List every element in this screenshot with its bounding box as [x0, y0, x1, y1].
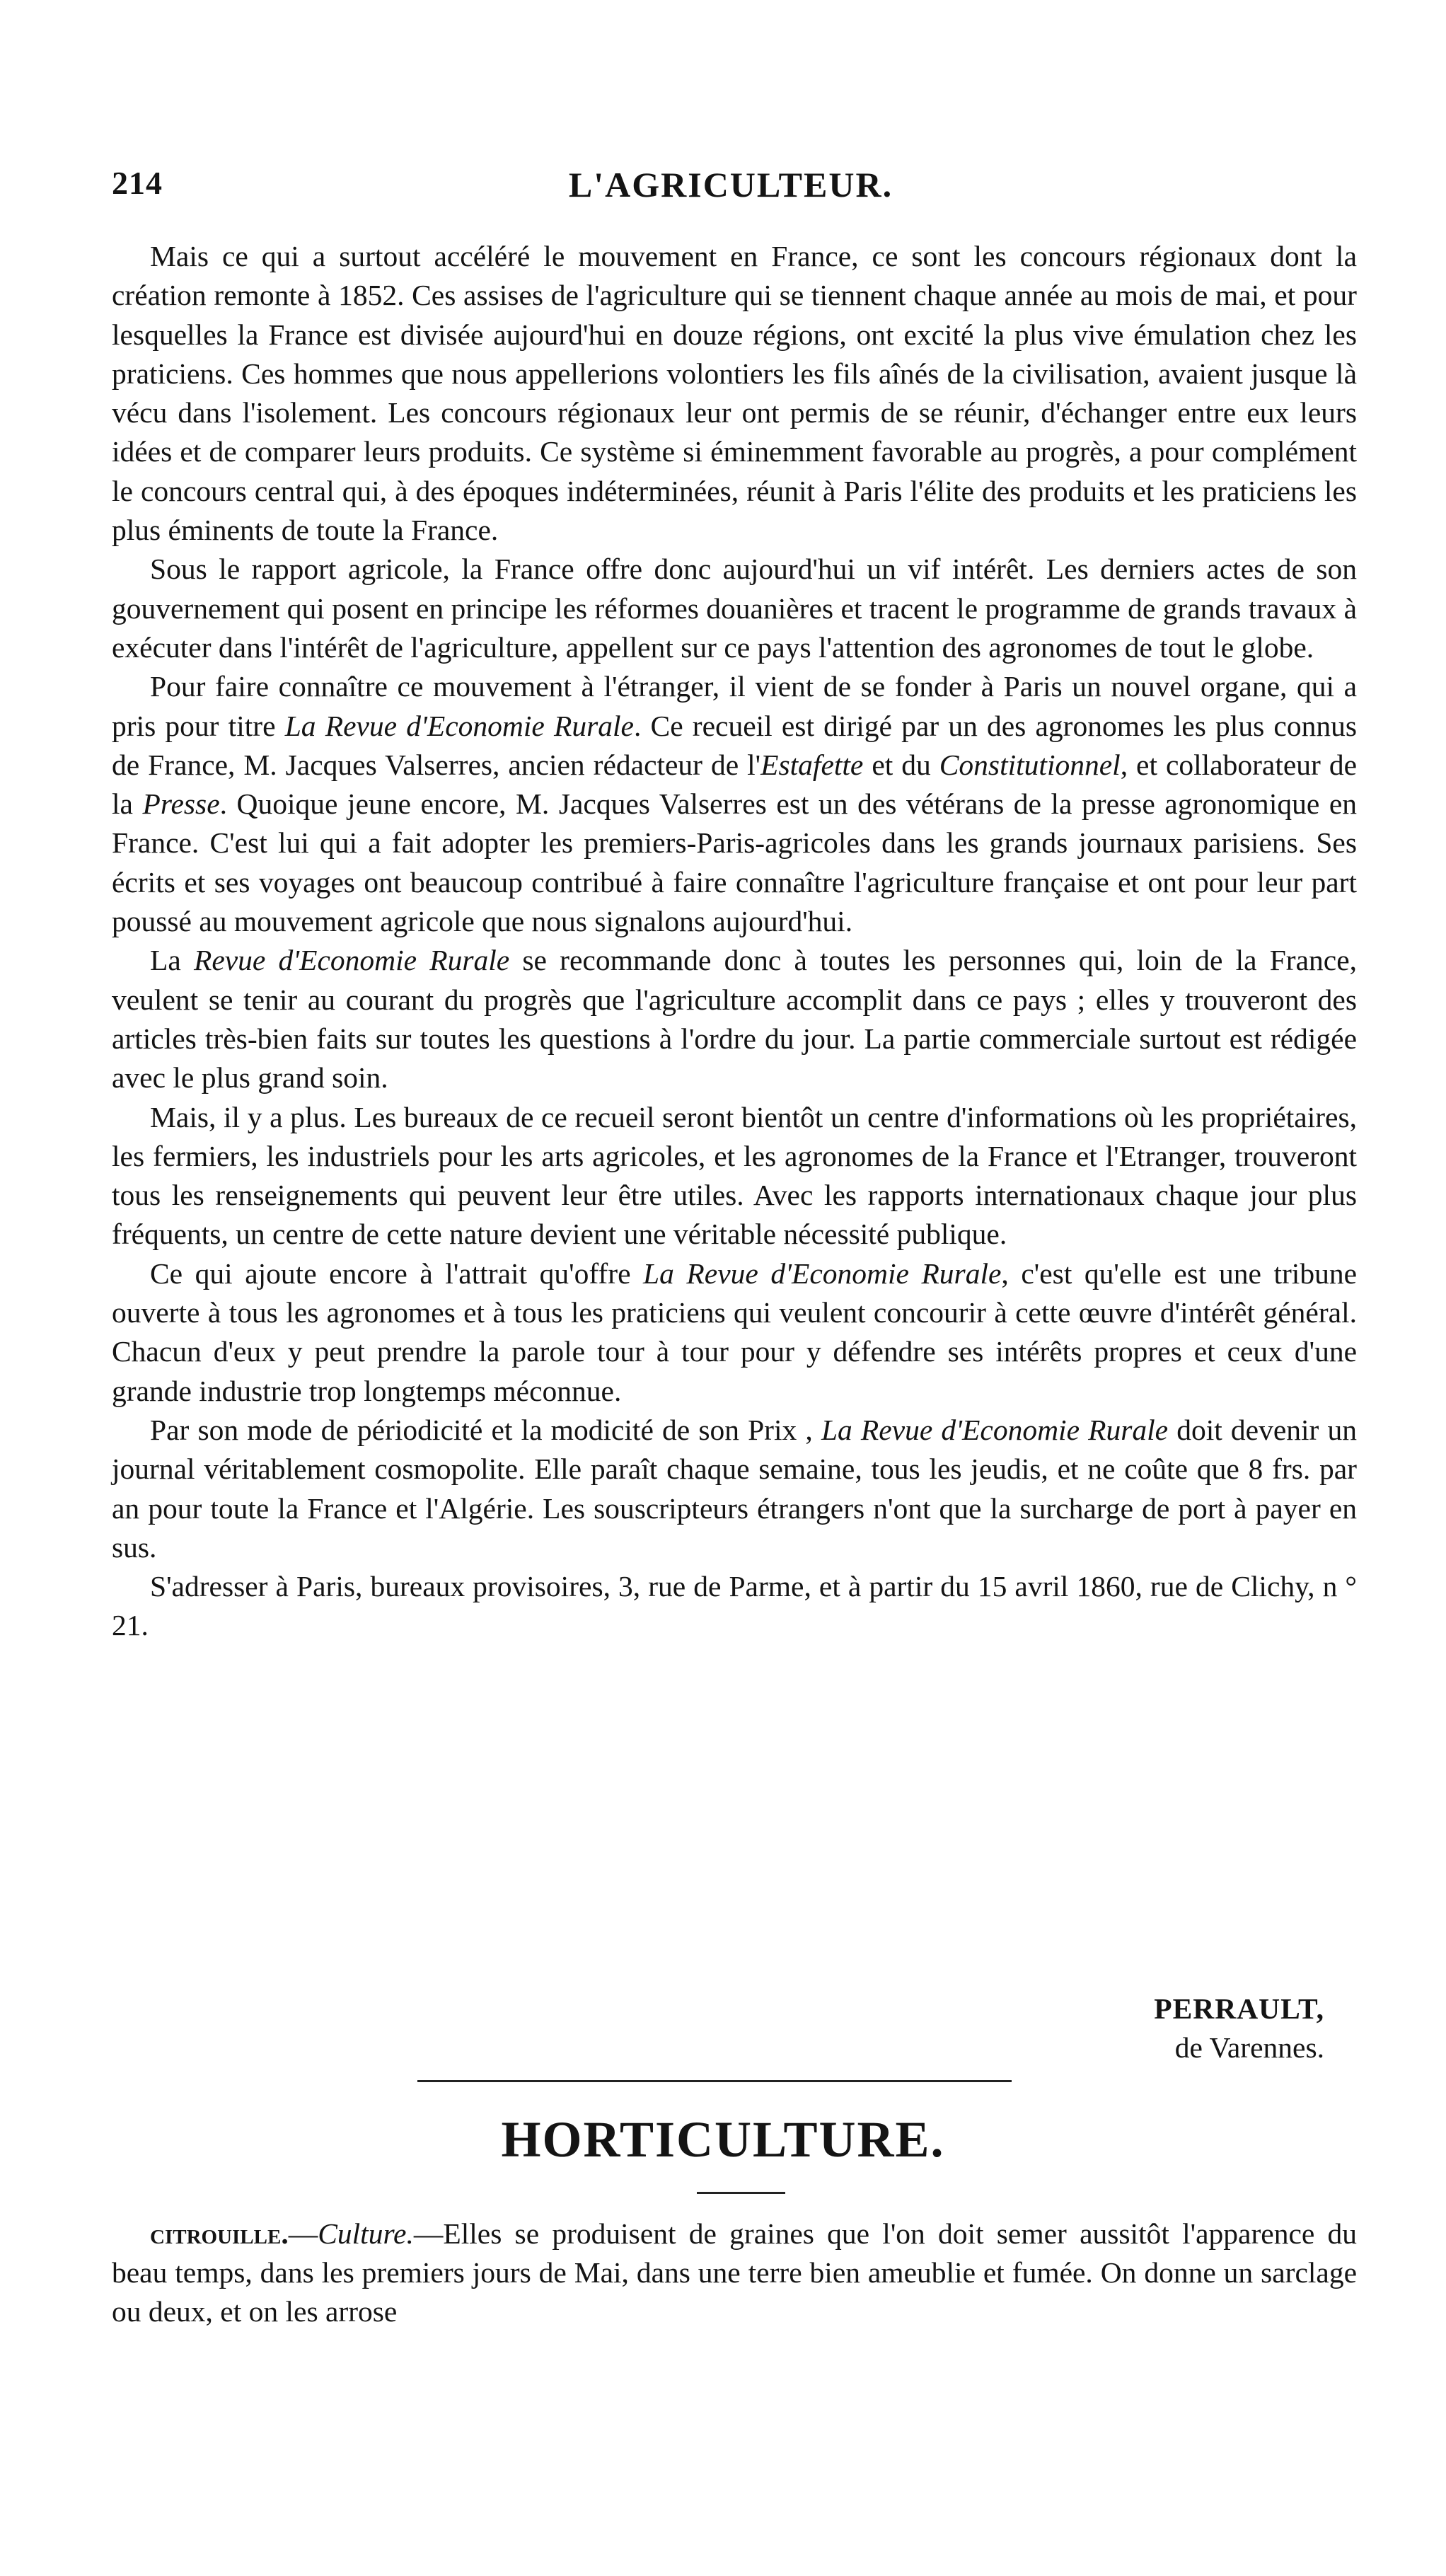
- author-name: PERRAULT,: [1154, 1992, 1324, 2025]
- paragraph: [112, 1254, 1357, 1411]
- publication-title: Presse: [142, 787, 220, 821]
- paragraph: [112, 667, 1357, 941]
- publication-title: La Revue d'Economie Rurale: [821, 1413, 1169, 1446]
- entry-dash: —: [413, 2217, 444, 2250]
- section-divider: [417, 2080, 1012, 2082]
- section-heading: HORTICULTURE.: [501, 2111, 945, 2168]
- heading-underline: [697, 2192, 785, 2194]
- section-body: [112, 2214, 1357, 2331]
- paragraph-text: Pour faire connaître ce mouvement à l'étranger, il vient de se fonder à Paris un nouvel organe, qui a pris pour titre: [112, 670, 1357, 742]
- paragraph-text: et du: [863, 748, 939, 781]
- paragraph-text: se recommande donc à toutes les personnes qui, loin de la France, veulent se tenir au courant du progrès que l'agriculture accomplit dans ce pays ; elles y trouveront des articles très-bien faits sur toutes les questions à l'ordre du jour. La partie commerciale surtout est rédigée avec le plus grand soin.: [112, 944, 1357, 1094]
- paragraph: [112, 941, 1357, 1097]
- paragraph-text: , et collaborateur de la: [112, 748, 1358, 821]
- entry-text: Elles se produisent de graines que l'on doit semer aussitôt l'apparence du beau temps, dans les premiers jours de Mai, dans une terre bien ameublie et fumée. On donne un sarclage ou deux, et on les arrose: [112, 2217, 1357, 2328]
- publication-title: La Revue d'Economie Rurale: [284, 709, 634, 742]
- paragraph-text: . Quoique jeune encore, M. Jacques Valserres est un des vétérans de la presse agronomique en France. C'est lui qui a fait adopter les premiers-Paris-agricoles dans les grands journaux parisiens. Ses écrits et ses voyages ont beaucoup contribué à faire connaître l'agriculture française et ont pour leur part poussé au mouvement agricole que nous signalons aujourd'hui.: [112, 787, 1357, 938]
- entry-subject: Culture.: [318, 2217, 414, 2250]
- paragraph-text: La: [150, 944, 194, 977]
- paragraph: Sous le rapport agricole, la France offre donc aujourd'hui un vif intérêt. Les derniers actes de son gouvernement qui posent en principe les réformes douanières et tracent le programme de grands travaux à exécuter dans l'intérêt de l'agriculture, appellent sur ce pays l'attention des agronomes de tout le globe.: [112, 553, 1357, 664]
- entry-paragraph: [112, 2214, 1357, 2331]
- paragraph-text: doit devenir un journal véritablement cosmopolite. Elle paraît chaque semaine, tous les jeudis, et ne coûte que 8 frs. par an pour toute la France et l'Algérie. Les souscripteurs étrangers n'ont que la surcharge de port à payer en sus.: [112, 1413, 1357, 1564]
- paragraph: S'adresser à Paris, bureaux provisoires, 3, rue de Parme, et à partir du 15 avril 1860, rue de Clichy, n ° 21.: [112, 1570, 1357, 1642]
- publication-title: Revue d'Economie Rurale: [193, 944, 510, 977]
- paragraph: Mais, il y a plus. Les bureaux de ce recueil seront bientôt un centre d'informations où les propriétaires, les fermiers, les industriels pour les arts agricoles, et les agronomes de la France et l'Etranger, trouveront tous les renseignements qui peuvent leur être utiles. Avec les rapports internationaux chaque jour plus fréquents, un centre de cette nature devient une véritable nécessité publique.: [112, 1100, 1357, 1251]
- paragraph-text: , c'est qu'elle est une tribune ouverte à tous les agronomes et à tous les praticiens qui veulent concourir à cette œuvre d'intérêt général. Chacun d'eux y peut prendre la parole tour à tour pour y défendre ses intérêts propres et ceux d'une grande industrie trop longtemps méconnue.: [112, 1257, 1357, 1407]
- article-body: [112, 237, 1357, 1646]
- page-number: 214: [112, 165, 163, 201]
- author-signature: [1154, 1989, 1324, 2067]
- paragraph: Mais ce qui a surtout accéléré le mouvement en France, ce sont les concours régionaux dont la création remonte à 1852. Ces assises de l'agriculture qui se tiennent chaque année au mois de mai, et pour lesquelles la France est divisée aujourd'hui en douze régions, ont excité la plus vive émulation chez les praticiens. Ces hommes que nous appellerions volontiers les fils aînés de la civilisation, avaient jusque là vécu dans l'isolement. Les concours régionaux leur ont permis de se réunir, d'échanger entre eux leurs idées et de comparer leurs produits. Ce système si éminemment favorable au progrès, a pour complément le concours central qui, à des époques indéterminées, réunit à Paris l'élite des produits et les praticiens les plus éminents de toute la France.: [112, 240, 1357, 547]
- running-head: [112, 164, 1350, 214]
- entry-label: citrouille.: [150, 2217, 289, 2250]
- publication-title: Estafette: [760, 748, 864, 781]
- publication-title: La Revue d'Economie Rurale: [643, 1257, 1002, 1290]
- paragraph-text: . Ce recueil est dirigé par un des agronomes les plus connus de France, M. Jacques Valserres, ancien rédacteur de l': [112, 709, 1357, 781]
- publication-title: Constitutionnel: [939, 748, 1121, 781]
- paragraph-text: Ce qui ajoute encore à l'attrait qu'offre: [150, 1257, 644, 1290]
- paragraph-text: Par son mode de périodicité et la modicité de son Prix ,: [150, 1413, 821, 1446]
- author-place: de Varennes.: [1174, 2031, 1324, 2064]
- paragraph: [112, 1411, 1357, 1567]
- journal-title: L'AGRICULTEUR.: [568, 165, 893, 204]
- entry-dash: —: [288, 2217, 318, 2250]
